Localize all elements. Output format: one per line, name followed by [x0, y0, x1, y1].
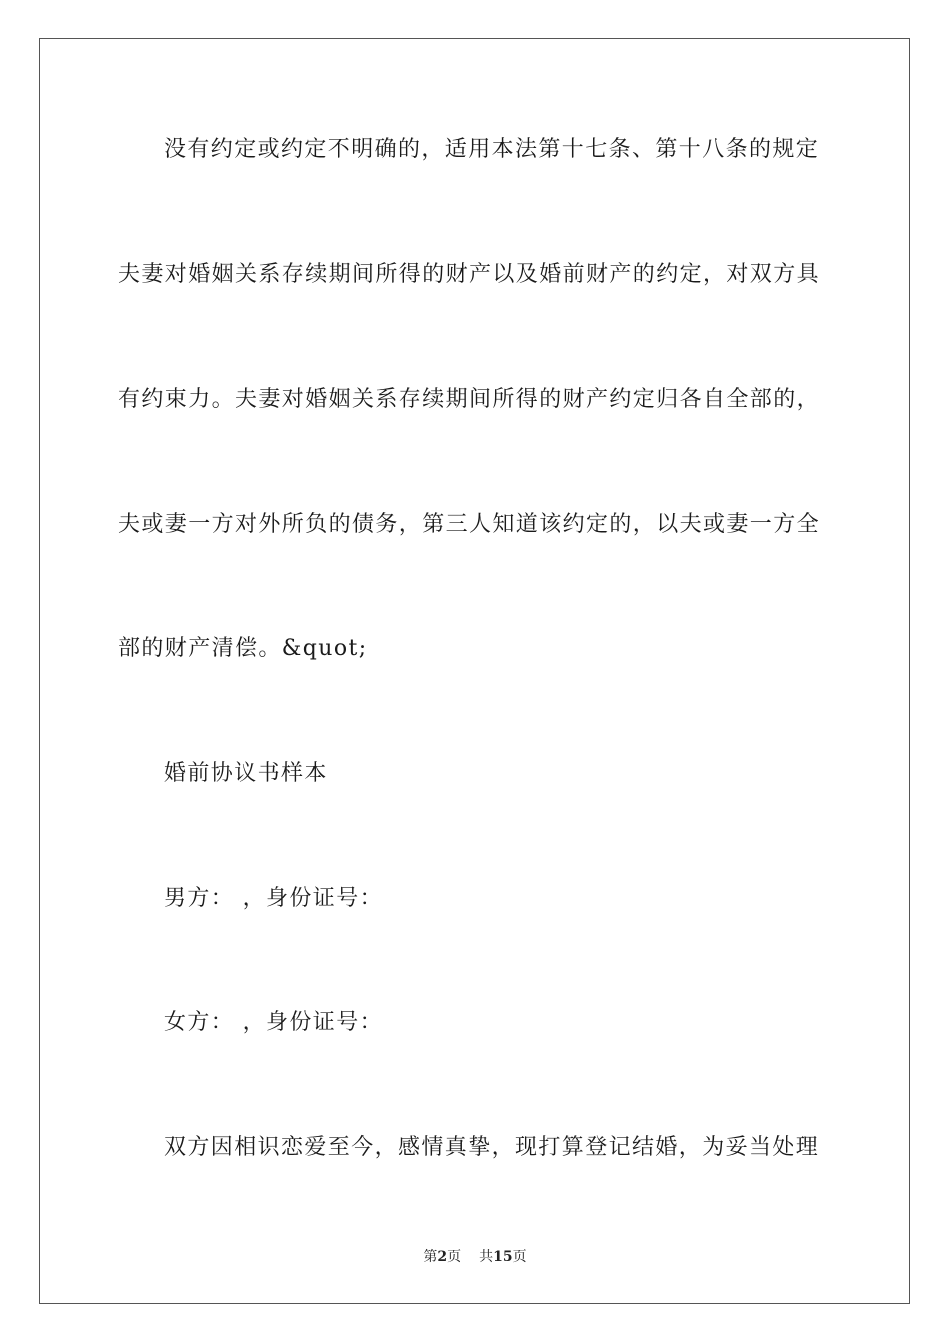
paragraph-line: 部的财产清偿。&quot;: [118, 636, 368, 661]
current-page-number: 2: [437, 1249, 448, 1265]
page-border: [39, 38, 910, 1304]
paragraph-line: 双方因相识恋爱至今，感情真挚，现打算登记结婚，为妥当处理: [164, 1135, 820, 1160]
paragraph-line: 有约束力。夫妻对婚姻关系存续期间所得的财产约定归各自全部的，: [118, 387, 821, 412]
paragraph-line: 没有约定或约定不明确的，适用本法第十七条、第十八条的规定: [164, 137, 820, 162]
page-unit: 页: [447, 1249, 462, 1265]
paragraph-line: 夫妻对婚姻关系存续期间所得的财产以及婚前财产的约定，对双方具: [118, 262, 821, 287]
male-party-line: 男方： ，身份证号：: [164, 886, 383, 911]
page-prefix: 第: [423, 1249, 438, 1265]
section-heading: 婚前协议书样本: [164, 761, 328, 786]
total-unit: 页: [512, 1249, 527, 1265]
female-party-line: 女方： ，身份证号：: [164, 1010, 383, 1035]
total-prefix: 共: [479, 1249, 494, 1265]
paragraph-line: 夫或妻一方对外所负的债务，第三人知道该约定的，以夫或妻一方全: [118, 512, 821, 537]
total-page-number: 15: [493, 1249, 513, 1265]
page-footer: [0, 1248, 950, 1266]
